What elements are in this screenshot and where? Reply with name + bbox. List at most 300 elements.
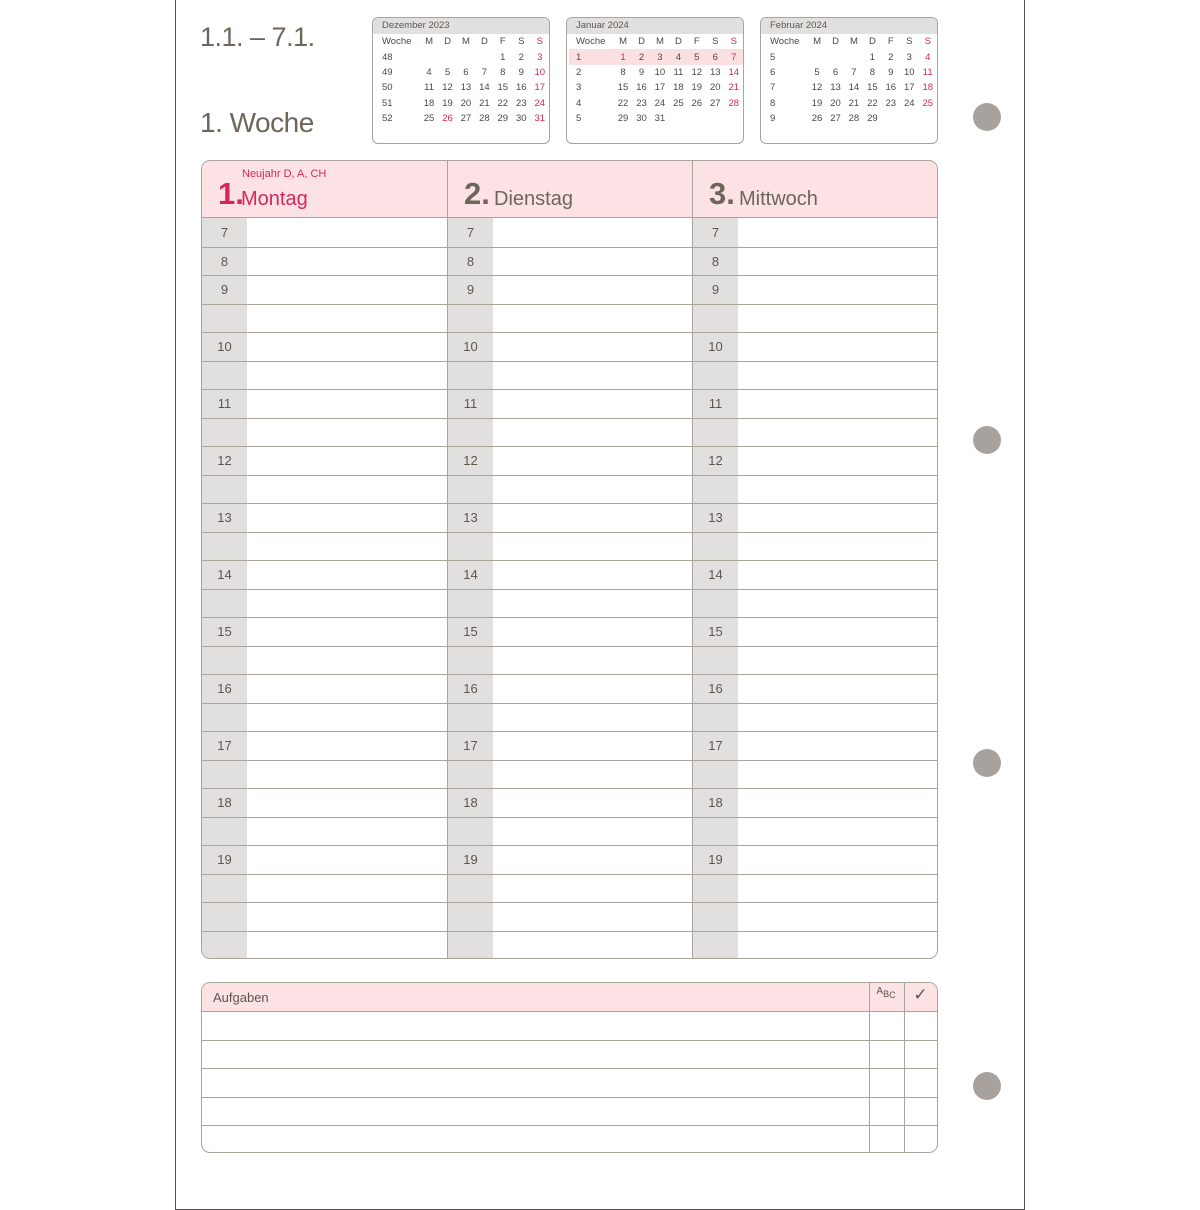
mini-calendar-title: Februar 2024 — [761, 18, 937, 34]
day-header-wednesday — [693, 161, 938, 217]
hour-row-line — [202, 788, 447, 789]
hour-row-line — [202, 332, 447, 333]
hour-label: 14 — [217, 567, 232, 582]
hour-row-line — [693, 646, 938, 647]
calendar-day: 21 — [848, 97, 860, 109]
hour-label: 15 — [217, 624, 232, 639]
calendar-day — [808, 49, 826, 64]
hour-label: 17 — [708, 738, 723, 753]
week-number: 52 — [382, 113, 393, 125]
day-column-monday — [202, 161, 447, 958]
calendar-week-row — [763, 80, 937, 95]
weekday-header: D — [480, 36, 488, 48]
hour-row-line — [693, 589, 938, 590]
calendar-day: 24 — [534, 97, 546, 109]
weekday-header: S — [536, 36, 543, 48]
hour-row-line — [693, 446, 938, 447]
calendar-day: 22 — [867, 97, 878, 109]
weekday-header: S — [924, 36, 931, 48]
mini-calendar-january — [566, 17, 744, 144]
week-column-header: Woche — [576, 36, 606, 48]
calendar-day: 4 — [426, 66, 432, 78]
hour-label: 8 — [466, 253, 475, 269]
calendar-day: 30 — [636, 113, 647, 125]
hour-label: 15 — [463, 624, 478, 639]
calendar-day — [900, 111, 918, 126]
calendar-day: 1 — [869, 51, 876, 63]
hour-row-line — [693, 760, 938, 761]
week-title: 1. Woche — [200, 107, 314, 138]
hour-row-line — [693, 332, 938, 333]
hour-row-line — [448, 674, 693, 675]
weekday-header: F — [693, 36, 700, 48]
calendar-day: 14 — [848, 82, 860, 94]
hour-label: 16 — [217, 681, 232, 696]
calendar-day: 7 — [481, 66, 488, 78]
hour-row-line — [448, 931, 693, 932]
hour-row-line — [448, 475, 693, 476]
hour-label: 14 — [708, 567, 723, 582]
weekday-header: F — [499, 36, 506, 48]
week-schedule-grid — [201, 160, 938, 959]
calendar-day: 28 — [728, 97, 740, 109]
hour-row-line — [202, 674, 447, 675]
week-number: 8 — [770, 97, 776, 109]
mini-calendar-title: Dezember 2023 — [373, 18, 549, 34]
hour-label: 14 — [463, 567, 478, 582]
calendar-day: 2 — [518, 51, 524, 63]
hour-row-line — [202, 874, 447, 875]
hour-row-line — [693, 247, 938, 248]
day-header-tuesday — [448, 161, 693, 217]
punch-hole — [973, 103, 1001, 131]
calendar-day: 18 — [922, 82, 934, 94]
calendar-day: 12 — [442, 82, 453, 94]
hour-row-line — [448, 532, 693, 533]
hour-label: 11 — [463, 396, 478, 411]
hour-row-line — [202, 304, 447, 305]
calendar-day: 12 — [691, 66, 703, 78]
calendar-day: 4 — [669, 49, 687, 64]
hour-row-line — [448, 760, 693, 761]
hour-row-line — [693, 731, 938, 732]
hour-row-line — [448, 304, 693, 305]
calendar-day: 25 — [673, 97, 684, 109]
calendar-day: 29 — [867, 113, 878, 125]
weekday-header: S — [730, 36, 737, 48]
week-number: 3 — [576, 82, 582, 94]
calendar-day: 13 — [709, 66, 721, 78]
hour-row-line — [202, 817, 447, 818]
calendar-week-row — [375, 111, 549, 126]
calendar-day: 25 — [423, 113, 435, 125]
holiday-label: Neujahr D, A, CH — [242, 168, 327, 180]
calendar-week-row — [569, 96, 743, 111]
hour-label: 10 — [463, 339, 478, 354]
week-number: 1 — [569, 49, 614, 64]
calendar-day: 31 — [534, 113, 546, 125]
weekday-header: M — [655, 36, 664, 48]
calendar-day: 3 — [651, 49, 669, 64]
calendar-day: 29 — [617, 113, 629, 125]
punch-hole — [973, 426, 1001, 454]
hour-label: 8 — [220, 253, 229, 269]
hour-row-line — [448, 817, 693, 818]
weekday-header: M — [813, 36, 822, 48]
week-number: 9 — [770, 113, 776, 125]
hour-row-line — [448, 361, 693, 362]
mini-calendar-table — [569, 34, 743, 126]
calendar-day: 26 — [811, 113, 823, 125]
hour-row-line — [448, 731, 693, 732]
hour-row-line — [448, 874, 693, 875]
punch-hole — [973, 1072, 1001, 1100]
hour-row-line — [693, 532, 938, 533]
day-number: 2. — [464, 176, 490, 211]
hour-row-line — [693, 674, 938, 675]
hour-row-line — [693, 275, 938, 276]
hour-label: 19 — [217, 852, 232, 867]
day-number: 1. — [218, 176, 244, 211]
calendar-day: 23 — [885, 97, 897, 109]
hour-label: 18 — [463, 795, 478, 810]
tasks-header — [202, 983, 937, 1012]
calendar-day: 5 — [444, 66, 451, 78]
hour-row-line — [693, 503, 938, 504]
day-name: Dienstag — [494, 188, 573, 210]
calendar-day — [669, 111, 687, 126]
task-line[interactable] — [202, 1068, 937, 1069]
hour-row-line — [693, 845, 938, 846]
date-range: 1.1. – 7.1. — [200, 22, 315, 52]
day-column-tuesday — [447, 161, 693, 958]
day-column-wednesday — [692, 161, 938, 958]
calendar-day: 6 — [832, 66, 839, 78]
calendar-day: 18 — [423, 97, 435, 109]
calendar-day: 13 — [830, 82, 841, 94]
hour-label: 11 — [217, 396, 232, 411]
hour-row-line — [448, 332, 693, 333]
calendar-day: 8 — [620, 66, 626, 78]
week-number: 6 — [770, 66, 776, 78]
calendar-day: 17 — [534, 82, 546, 94]
calendar-day — [706, 111, 724, 126]
week-number: 2 — [576, 66, 582, 78]
weekday-header: D — [444, 36, 451, 48]
task-line[interactable] — [202, 1040, 937, 1041]
calendar-day: 27 — [709, 97, 721, 109]
calendar-day: 20 — [460, 97, 472, 109]
week-column-header: Woche — [382, 36, 412, 48]
hour-row-line — [693, 560, 938, 561]
hour-label: 16 — [463, 681, 478, 696]
calendar-day: 3 — [906, 51, 912, 63]
calendar-day: 21 — [728, 82, 740, 94]
calendar-day: 26 — [442, 113, 453, 125]
hour-label: 18 — [217, 795, 232, 810]
hour-row-line — [448, 703, 693, 704]
calendar-day: 16 — [515, 82, 527, 94]
hour-row-line — [448, 845, 693, 846]
weekday-header: S — [906, 36, 913, 48]
hour-row-line — [202, 589, 447, 590]
hour-row-line — [202, 389, 447, 390]
calendar-week-row — [763, 96, 937, 111]
calendar-week-row — [375, 96, 549, 111]
calendar-day: 30 — [515, 113, 527, 125]
hour-row-line — [693, 703, 938, 704]
checkmark-icon: ✓ — [913, 985, 928, 1004]
hour-row-line — [693, 475, 938, 476]
calendar-day: 22 — [617, 97, 629, 109]
hour-row-line — [693, 788, 938, 789]
day-name: Mittwoch — [739, 188, 818, 210]
calendar-day: 7 — [724, 49, 743, 64]
calendar-day: 7 — [851, 66, 857, 78]
calendar-day: 18 — [673, 82, 684, 94]
hour-row-line — [448, 788, 693, 789]
calendar-day — [826, 49, 844, 64]
day-name: Montag — [241, 188, 308, 210]
day-header-monday — [202, 161, 447, 217]
hour-row-line — [202, 931, 447, 932]
mini-calendar-table — [763, 34, 937, 126]
calendar-day: 15 — [617, 82, 629, 94]
calendar-day: 15 — [497, 82, 509, 94]
hour-label: 7 — [711, 225, 720, 240]
calendar-day: 12 — [811, 82, 823, 94]
hour-label: 17 — [217, 738, 232, 753]
hour-row-line — [693, 617, 938, 618]
hour-row-line — [693, 931, 938, 932]
hour-row-line — [693, 874, 938, 875]
calendar-day: 16 — [636, 82, 647, 94]
calendar-day: 4 — [925, 51, 931, 63]
weekday-header: S — [518, 36, 525, 48]
hour-row-line — [693, 389, 938, 390]
hour-row-line — [693, 418, 938, 419]
hour-row-line — [202, 446, 447, 447]
hour-label: 9 — [466, 282, 475, 297]
hour-row-line — [448, 446, 693, 447]
hour-row-line — [693, 361, 938, 362]
hour-label: 12 — [217, 453, 232, 468]
calendar-day: 31 — [654, 113, 666, 125]
calendar-day: 9 — [518, 66, 524, 78]
calendar-day — [882, 111, 900, 126]
calendar-day: 9 — [888, 66, 894, 78]
calendar-day — [724, 111, 743, 126]
calendar-day: 23 — [636, 97, 647, 109]
hour-row-line — [202, 902, 447, 903]
weekday-header: S — [712, 36, 719, 48]
calendar-day: 11 — [922, 66, 933, 78]
mini-calendar-title: Januar 2024 — [567, 18, 743, 34]
calendar-day: 11 — [424, 82, 434, 94]
week-number: 49 — [382, 66, 393, 78]
hour-row-line — [202, 361, 447, 362]
week-number: 4 — [576, 97, 582, 109]
hour-row-line — [202, 418, 447, 419]
calendar-day: 28 — [848, 113, 860, 125]
calendar-day — [688, 111, 706, 126]
hour-row-line — [448, 646, 693, 647]
calendar-day: 15 — [867, 82, 878, 94]
calendar-day: 17 — [903, 82, 915, 94]
mini-calendar-table — [375, 34, 549, 126]
hour-row-line — [693, 304, 938, 305]
hour-label: 12 — [708, 453, 723, 468]
calendar-day: 16 — [885, 82, 897, 94]
hour-row-line — [202, 703, 447, 704]
calendar-day: 25 — [922, 97, 934, 109]
hour-row-line — [202, 760, 447, 761]
hour-label: 13 — [463, 510, 478, 525]
calendar-day: 2 — [632, 49, 650, 64]
hour-row-line — [202, 560, 447, 561]
calendar-day: 29 — [497, 113, 509, 125]
hour-label: 9 — [220, 282, 229, 297]
calendar-day: 23 — [515, 97, 527, 109]
calendar-day: 1 — [614, 49, 632, 64]
calendar-day: 27 — [830, 113, 841, 125]
hour-row-line — [448, 589, 693, 590]
calendar-day: 10 — [534, 66, 546, 78]
hour-row-line — [448, 247, 693, 248]
hour-row-line — [448, 560, 693, 561]
weekday-header: M — [619, 36, 628, 48]
calendar-week-row — [763, 49, 937, 64]
calendar-day: 27 — [460, 113, 472, 125]
calendar-day: 19 — [691, 82, 703, 94]
hour-row-line — [448, 617, 693, 618]
weekday-header: D — [638, 36, 645, 48]
hour-label: 13 — [217, 510, 232, 525]
calendar-day: 5 — [814, 66, 820, 78]
hour-label: 18 — [708, 795, 723, 810]
hour-label: 17 — [463, 738, 478, 753]
calendar-day: 11 — [673, 66, 684, 78]
calendar-day — [438, 49, 456, 64]
weekday-header: M — [849, 36, 858, 48]
hour-label: 16 — [708, 681, 723, 696]
hour-label: 7 — [466, 225, 475, 240]
calendar-day: 24 — [903, 97, 915, 109]
calendar-day — [845, 49, 863, 64]
week-number: 5 — [576, 113, 582, 125]
hour-row-line — [202, 532, 447, 533]
calendar-day: 22 — [497, 97, 509, 109]
hour-row-line — [693, 817, 938, 818]
calendar-day: 1 — [500, 51, 506, 63]
week-number: 48 — [382, 51, 393, 63]
weekday-header: M — [425, 36, 434, 48]
calendar-day: 13 — [460, 82, 472, 94]
calendar-day — [475, 49, 493, 64]
hour-row-line — [448, 902, 693, 903]
hour-label: 12 — [463, 453, 478, 468]
mini-calendar-december — [372, 17, 550, 144]
mini-calendar-february — [760, 17, 938, 144]
calendar-day: 3 — [537, 51, 543, 63]
week-number: 7 — [770, 82, 776, 94]
hour-row-line — [693, 902, 938, 903]
calendar-day: 19 — [811, 97, 823, 109]
calendar-day: 20 — [830, 97, 841, 109]
calendar-week-row — [763, 111, 937, 126]
calendar-day: 2 — [888, 51, 894, 63]
calendar-day: 5 — [688, 49, 706, 64]
calendar-day: 17 — [654, 82, 666, 94]
hour-row-line — [202, 646, 447, 647]
weekday-header: M — [461, 36, 470, 48]
calendar-week-row — [569, 49, 743, 64]
hour-label: 10 — [217, 339, 232, 354]
calendar-day: 21 — [479, 97, 490, 109]
calendar-day: 20 — [709, 82, 721, 94]
hour-label: 19 — [463, 852, 478, 867]
hour-row-line — [202, 731, 447, 732]
calendar-day — [457, 49, 475, 64]
hour-row-line — [202, 503, 447, 504]
priority-abc-label: $A_{BC}$ — [876, 986, 896, 1000]
hour-label: 19 — [708, 852, 723, 867]
hour-row-line — [202, 475, 447, 476]
calendar-day: 14 — [479, 82, 490, 94]
calendar-week-row — [569, 65, 743, 80]
hour-label: 11 — [708, 396, 723, 411]
calendar-week-row — [569, 80, 743, 95]
hour-row-line — [202, 617, 447, 618]
calendar-day — [420, 49, 438, 64]
calendar-day: 6 — [706, 49, 724, 64]
task-line[interactable] — [202, 1097, 937, 1098]
hour-label: 15 — [708, 624, 723, 639]
punch-hole — [973, 749, 1001, 777]
weekday-header: F — [887, 36, 894, 48]
tasks-box — [201, 982, 938, 1153]
weekday-header: D — [674, 36, 682, 48]
hour-label: 7 — [220, 225, 229, 240]
week-number: 5 — [770, 51, 776, 63]
hour-label: 13 — [708, 510, 723, 525]
calendar-day: 8 — [500, 66, 506, 78]
weekday-header: D — [832, 36, 839, 48]
hour-row-line — [202, 275, 447, 276]
task-line[interactable] — [202, 1125, 937, 1126]
hour-row-line — [448, 389, 693, 390]
weekday-header: D — [868, 36, 876, 48]
calendar-day — [918, 111, 937, 126]
hour-row-line — [202, 247, 447, 248]
calendar-week-row — [569, 111, 743, 126]
hour-row-line — [448, 275, 693, 276]
calendar-day: 14 — [728, 66, 740, 78]
calendar-day: 19 — [442, 97, 453, 109]
calendar-day: 9 — [638, 66, 645, 78]
calendar-week-row — [375, 49, 549, 64]
hour-row-line — [202, 845, 447, 846]
calendar-day: 10 — [903, 66, 915, 78]
hour-label: 10 — [708, 339, 723, 354]
tasks-title: Aufgaben — [213, 990, 269, 1005]
calendar-day: 6 — [463, 66, 469, 78]
calendar-week-row — [375, 80, 549, 95]
calendar-day: 28 — [479, 113, 490, 125]
calendar-day: 24 — [654, 97, 666, 109]
calendar-day: 10 — [654, 66, 666, 78]
hour-row-line — [448, 503, 693, 504]
